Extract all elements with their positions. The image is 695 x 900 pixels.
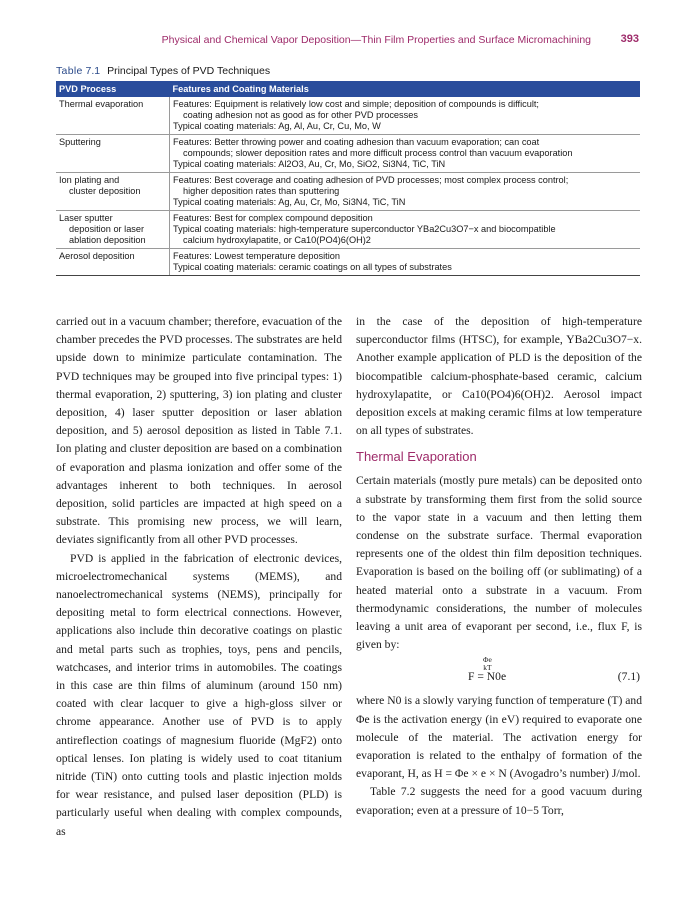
features-line: Features: Best coverage and coating adhesion of PVD processes; most complex process control; <box>173 175 569 185</box>
process-name: ablation deposition <box>69 235 146 245</box>
body-paragraph: where N0 is a slowly varying function of temperature (T) and Φe is the activation energy (in eV) required to evaporate one molecule of the material. The activation energy for evaporation is related to the enthalpy of formation of the evaporant, H, as H = Φe × e × N (Avogadro’s number) J/mol. <box>356 694 642 781</box>
table-row <box>56 211 640 249</box>
process-name: deposition or laser <box>69 224 145 234</box>
features-line: Features: Better throwing power and coating adhesion than vacuum evaporation; can coat <box>173 137 540 147</box>
features-cell <box>170 135 641 173</box>
table-row <box>56 173 640 211</box>
body-paragraph: in the case of the deposition of high-temperature superconductor films (HTSC), for example, YBa2Cu3O7−x. Another example application of PLD is the deposition of the biocompatible calcium-phosphate-based ceramic, calcium hydroxylapatite, or Ca10(PO4)6(OH)2. Aerosol impact deposition excels at making ceramic films at low temperature on all types of substrates. <box>356 315 642 438</box>
coating-materials-line: Typical coating materials: Ag, Au, Cr, Mo, Si3N4, TiC, TiN <box>173 197 406 207</box>
body-paragraph: Certain materials (mostly pure metals) can be deposited onto a substrate by transforming them first from the solid source to the vapor state in a vacuum and then letting them condense on the substrate surface. Thermal evaporation represents one of the oldest thin film deposition techniques. Evaporation is based on the boiling off (or sublimating) of a heated material onto a substrate in a vacuum. From thermodynamic considerations, the number of molecules leaving a unit area of evaporant per second, i.e., flux F, is given by: <box>356 474 642 652</box>
features-cell <box>170 211 641 249</box>
left-text-column <box>56 313 342 841</box>
features-line: Features: Best for complex compound deposition <box>173 213 373 223</box>
process-cell <box>56 173 170 211</box>
features-line: coating adhesion not as good as for other PVD processes <box>183 110 418 120</box>
process-cell <box>56 97 170 135</box>
body-paragraph: Table 7.2 suggests the need for a good vacuum during evaporation; even at a pressure of 10−5 Torr, <box>356 785 642 817</box>
column-header-features: Features and Coating Materials <box>170 81 641 97</box>
table-row <box>56 249 640 276</box>
body-paragraph: carried out in a vacuum chamber; therefore, evacuation of the chamber precedes the PVD processes. The substrates are held upside down to minimize particulate contamination. The PVD techniques may be grouped into five principal types: 1) thermal evaporation, 2) sputtering, 3) ion plating and cluster deposition, 4) laser sputter deposition or laser ablation deposition, and 5) aerosol deposition as listed in Table 7.1. Ion plating and cluster deposition are based on a combination of evaporation and plasma ionization and offer some of the advantages inherent to both techniques. In aerosol deposition, solid particles are impacted at high speed on a substrate. This promising new process, we will learn, deviates significantly from all other PVD processes. <box>56 315 342 547</box>
process-name: Thermal evaporation <box>59 99 144 109</box>
table-caption <box>56 65 270 77</box>
table-label: Table <box>56 65 83 77</box>
table-row <box>56 97 640 135</box>
process-cell <box>56 249 170 276</box>
process-name: cluster deposition <box>69 186 141 196</box>
table-row <box>56 135 640 173</box>
process-cell <box>56 135 170 173</box>
process-cell <box>56 211 170 249</box>
features-line: higher deposition rates than sputtering <box>183 186 340 196</box>
section-heading: Thermal Evaporation <box>356 449 477 465</box>
column-header-process: PVD Process <box>56 81 170 97</box>
coating-materials-line: Typical coating materials: high-temperature superconductor YBa2Cu3O7−x and biocompatible <box>173 224 556 234</box>
equation-body: F = N0e <box>468 670 507 684</box>
page-header <box>0 34 695 50</box>
features-line: calcium hydroxylapatite, or Ca10(PO4)6(OH)2 <box>183 235 371 245</box>
pvd-techniques-table <box>56 81 640 276</box>
features-line: Features: Equipment is relatively low cost and simple; deposition of compounds is difficult; <box>173 99 539 109</box>
page-number: 393 <box>620 33 639 45</box>
table-number: 7.1 <box>85 65 101 77</box>
table-caption-text: Principal Types of PVD Techniques <box>107 65 271 77</box>
right-text-column <box>356 313 642 820</box>
process-name: Sputtering <box>59 137 101 147</box>
process-name: Laser sputter <box>59 213 113 223</box>
running-title: Physical and Chemical Vapor Deposition—Thin Film Properties and Surface Micromachining <box>161 34 591 46</box>
process-name: Aerosol deposition <box>59 251 135 261</box>
features-cell <box>170 97 641 135</box>
features-cell <box>170 173 641 211</box>
exponent-denominator: kT <box>483 663 492 673</box>
features-line: Features: Lowest temperature deposition <box>173 251 340 261</box>
coating-materials-line: Typical coating materials: Al2O3, Au, Cr, Mo, SiO2, Si3N4, TiC, TiN <box>173 159 446 169</box>
body-paragraph: PVD is applied in the fabrication of electronic devices, microelectromechanical systems (MEMS), and nanoelectromechanical systems (NEMS), principally for depositing metal to form electrical connections. However, applications also include thin decorative coatings on plastic and metal parts such as trophies, toys, pens and pencils, watchcases, and interior trims in automobiles. The coatings in this case are thin films of aluminum (around 150 nm) coated with clear lacquer to give a high-gloss silver or chrome appearance. Another use of PVD is to apply antireflection coatings of magnesium fluoride (MgF2) onto optical lenses. Ion plating is widely used to coat titanium nitride (TiN) onto cutting tools and plastic injection molds for wear resistance, and pulsed laser deposition (PLD) is particularly useful when dealing with complex compounds, as <box>56 551 342 838</box>
equation-number: (7.1) <box>617 670 640 684</box>
equation-7-1 <box>356 654 642 692</box>
process-name: Ion plating and <box>59 175 120 185</box>
features-cell <box>170 249 641 276</box>
coating-materials-line: Typical coating materials: Ag, Al, Au, Cr, Cu, Mo, W <box>173 121 381 131</box>
exponent-numerator: Φe <box>483 655 492 665</box>
coating-materials-line: Typical coating materials: ceramic coatings on all types of substrates <box>173 262 452 272</box>
table-header-row <box>56 81 640 97</box>
features-line: compounds; slower deposition rates and more difficult process control than vacuum evaporation <box>183 148 573 158</box>
